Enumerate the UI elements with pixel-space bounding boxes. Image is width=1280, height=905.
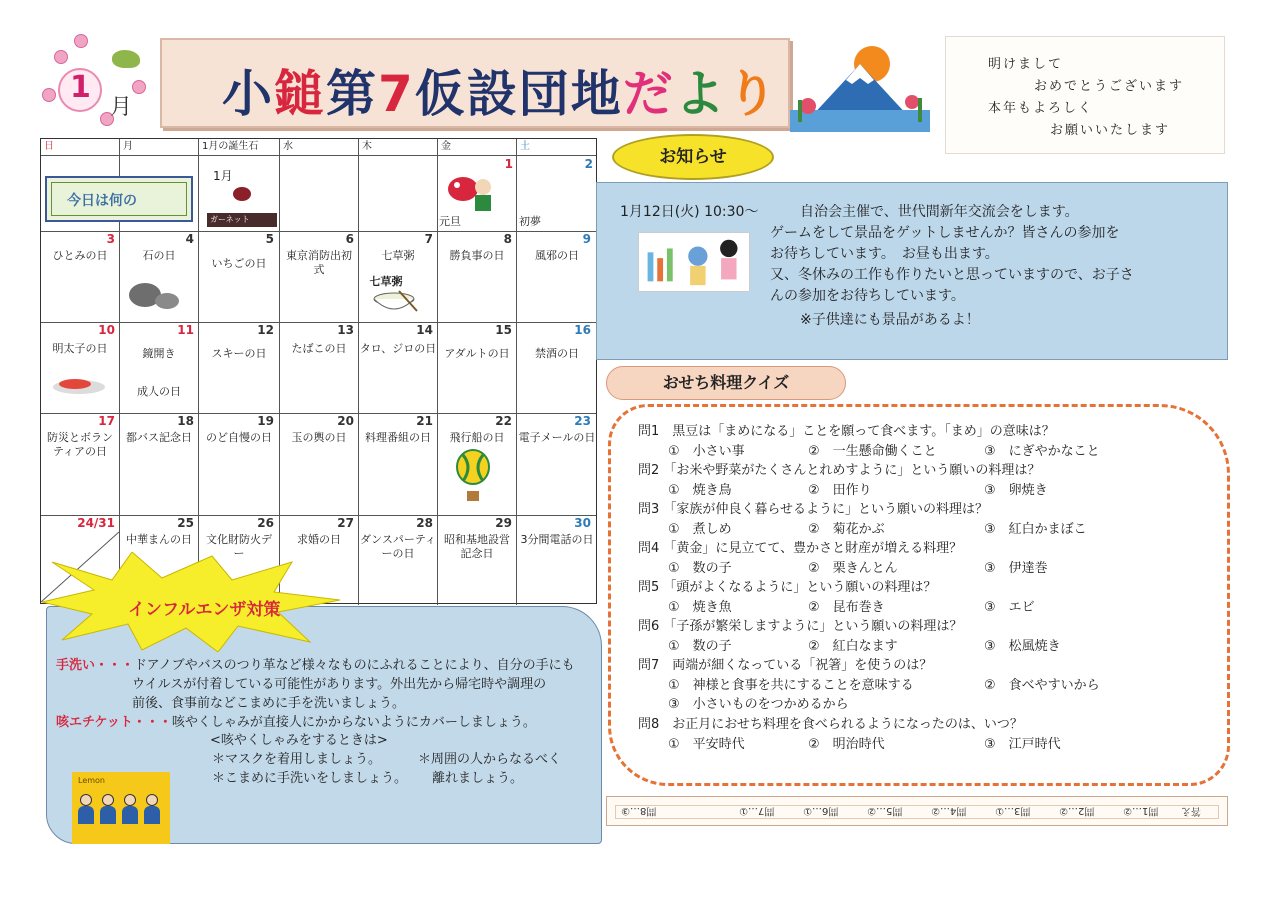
- tip-item: ＊マスクを着用しましょう。: [212, 752, 382, 767]
- quiz-question: 問1 黒豆は「まめになる」ことを願って食べます。「まめ」の意味は？: [638, 424, 1055, 439]
- plum-flower-icon: [54, 50, 68, 64]
- quiz-answer: 問6…①: [803, 805, 839, 816]
- plum-flower-icon: [132, 80, 146, 94]
- plum-flower-icon: [42, 88, 56, 102]
- day-number: 12: [257, 323, 274, 337]
- quiz-option: ① 数の子: [668, 561, 732, 576]
- balloon-icon: [453, 449, 493, 505]
- day-number: 26: [257, 516, 274, 530]
- birthstone-month: 1月: [213, 169, 233, 183]
- calendar-event: いちごの日: [211, 257, 267, 270]
- calendar-event: 中華まんの日: [126, 533, 192, 546]
- title-char: り: [726, 65, 779, 123]
- masked-people-illustration: [72, 772, 170, 844]
- notice-title: お知らせ: [612, 134, 774, 180]
- grid-line: [279, 139, 280, 605]
- grid-line: [198, 139, 199, 605]
- day-number: 15: [495, 323, 512, 337]
- calendar-event: 鏡開き: [142, 347, 176, 360]
- calendar-event: 防災とボランティアの日: [47, 431, 113, 458]
- day-number: 1: [504, 157, 513, 171]
- day-number: 8: [503, 232, 512, 246]
- title-char: 小: [222, 65, 274, 123]
- quiz-option: ③ 小さいものをつかめるから: [668, 697, 849, 712]
- newsletter-title: [222, 54, 779, 126]
- calendar-event: 明太子の日: [52, 342, 108, 355]
- lion-dance-icon: [445, 171, 497, 213]
- quiz-answer: 問4…②: [931, 805, 967, 816]
- calendar-event: 料理番組の日: [365, 431, 431, 444]
- quiz-title: おせち料理クイズ: [606, 366, 846, 400]
- quiz-question: 問6 「子孫が繁栄しますように」という願いの料理は？: [638, 619, 963, 634]
- plum-flower-icon: [74, 34, 88, 48]
- answer-label: 答え: [1181, 805, 1201, 816]
- today-what-day-label: 今日は何の: [67, 193, 137, 209]
- quiz-option: ① 焼き鳥: [668, 483, 732, 498]
- title-char: 第: [326, 65, 378, 123]
- sneeze-label: <咳やくしゃみをするときは>: [210, 733, 388, 748]
- notice-line: お待ちしています。 お昼も出ます。: [770, 246, 999, 262]
- title-char: 団: [518, 65, 571, 123]
- day-number: 20: [337, 414, 354, 428]
- calendar-event: 飛行船の日: [449, 431, 505, 444]
- calendar-grid: [40, 138, 597, 604]
- calendar-event: タロ、ジロの日: [359, 342, 437, 355]
- calendar-event: 玉の輿の日: [291, 431, 347, 444]
- tip-item: 離れましょう。: [432, 771, 524, 786]
- handwash-block: [56, 656, 575, 675]
- title-char: 鎚: [274, 65, 326, 123]
- notice-line: んの参加をお待ちしています。: [770, 288, 965, 304]
- garnet-gem-icon: [233, 187, 251, 201]
- title-char: 設: [466, 65, 519, 123]
- handwash-line: ウイルスが付着している可能性があります。外出先から帰宅時や調理の: [132, 677, 547, 692]
- birthstone-card: [207, 167, 277, 227]
- month-number: 1: [70, 70, 91, 105]
- calendar-event: 文化財防火デー: [206, 533, 272, 560]
- day-number: 2: [584, 157, 593, 171]
- quiz-answer: 問5…②: [867, 805, 903, 816]
- etiquette-lead: 咳エチケット・・・: [56, 715, 172, 730]
- calendar-event: 昭和基地設営記念日: [444, 533, 510, 560]
- calendar-event: 電子メールの日: [518, 431, 596, 444]
- today-what-day-box: [45, 176, 193, 222]
- day-number: 10: [98, 323, 115, 337]
- day-number: 28: [416, 516, 433, 530]
- lemon-label: Lemon: [78, 776, 105, 785]
- quiz-option: ② 紅白なます: [808, 639, 898, 654]
- quiz-option: ① 数の子: [668, 639, 732, 654]
- day-number: 6: [345, 232, 354, 246]
- title-char: 仮: [414, 65, 467, 123]
- day-number: 14: [416, 323, 433, 337]
- quiz-option: ③ エビ: [984, 600, 1035, 615]
- weekday-header: 月: [123, 141, 133, 152]
- title-char: だ: [622, 65, 675, 123]
- greeting-line: 明けまして: [988, 57, 1064, 72]
- month-badge: [40, 28, 160, 128]
- nanakusa-script: 七草粥: [369, 275, 403, 288]
- quiz-option: ② 昆布巻き: [808, 600, 885, 615]
- title-char: 地: [570, 65, 623, 123]
- newsletter-title-box: [160, 38, 790, 128]
- day-number: 24/31: [77, 516, 115, 530]
- calendar-event: 3分間電話の日: [520, 533, 594, 546]
- influenza-title: インフルエンザ対策: [128, 600, 281, 620]
- day-number: 17: [98, 414, 115, 428]
- weekday-header: 木: [362, 141, 372, 152]
- notice-date: 1月12日(火): [620, 204, 700, 220]
- quiz-option: ③ 江戸時代: [984, 737, 1061, 752]
- quiz-option: ② 明治時代: [808, 737, 885, 752]
- quiz-question: 問7 両端が細くなっている「祝箸」を使うのは？: [638, 658, 933, 673]
- quiz-option: ① 焼き魚: [668, 600, 732, 615]
- quiz-answer: 問8…③: [621, 805, 657, 816]
- calendar-event: 元旦: [439, 215, 461, 228]
- day-number: 23: [574, 414, 591, 428]
- notice-line: ※子供達にも景品があるよ！: [800, 312, 980, 328]
- quiz-question: 問8 お正月におせち料理を食べられるようになったのは、いつ？: [638, 717, 1023, 732]
- day-number: 25: [177, 516, 194, 530]
- calendar-event: ひとみの日: [52, 249, 108, 262]
- quiz-question: 問5 「頭がよくなるように」という願いの料理は？: [638, 580, 937, 595]
- quiz-option: ③ 卵焼き: [984, 483, 1048, 498]
- day-number: 29: [495, 516, 512, 530]
- day-number: 22: [495, 414, 512, 428]
- tip-item: ＊こまめに手洗いをしましょう。: [212, 771, 408, 786]
- greeting-line: 本年もよろしく: [988, 101, 1094, 116]
- day-number: 13: [337, 323, 354, 337]
- notice-line: 又、冬休みの工作も作りたいと思っていますので、お子さ: [770, 267, 1134, 283]
- weekday-header: 金: [441, 141, 451, 152]
- title-char: 7: [378, 65, 415, 123]
- weekday-header: 1月の誕生石: [202, 141, 259, 152]
- quiz-option: ② 栗きんとん: [808, 561, 898, 576]
- quiz-option: ② 菊花かぶ: [808, 522, 885, 537]
- quiz-option: ① 神様と食事を共にすることを意味する: [668, 678, 914, 693]
- calendar-event: 七草粥: [381, 249, 415, 262]
- stones-icon: [125, 271, 185, 311]
- calendar-event: たばこの日: [291, 342, 347, 355]
- calendar-event: のど自慢の日: [206, 431, 272, 444]
- calendar-event: 都バス記念日: [126, 431, 192, 444]
- notice-line: 自治会主催で、世代間新年交流会をします。: [800, 204, 1079, 220]
- quiz-answer: 問3…①: [995, 805, 1031, 816]
- quiz-option: ② 一生懸命働くこと: [808, 444, 937, 459]
- etiquette-block: [56, 713, 536, 732]
- tip-item: ＊周囲の人からなるべく: [418, 752, 562, 767]
- quiz-answer-strip: [606, 796, 1228, 826]
- day-number: 19: [257, 414, 274, 428]
- notice-date-line: [620, 202, 758, 223]
- calendar-event: 東京消防出初式: [286, 249, 352, 276]
- quiz-answer: 問7…①: [739, 805, 775, 816]
- bird-icon: [112, 50, 140, 68]
- calendar-event: 勝負事の日: [449, 249, 505, 262]
- quiz-answer: 問2…②: [1059, 805, 1095, 816]
- greeting-line: お願いいたします: [1050, 123, 1171, 138]
- handwash-line: ドアノブやバスのつり革など様々なものにふれることにより、自分の手にも: [134, 658, 575, 673]
- day-number: 5: [265, 232, 274, 246]
- calendar-event: 初夢: [519, 215, 541, 228]
- calendar-event: 風邪の日: [535, 249, 579, 262]
- day-number: 27: [337, 516, 354, 530]
- quiz-question: 問2 「お米や野菜がたくさんとれめすように」という願いの料理は？: [638, 463, 1041, 478]
- grid-line: [516, 139, 517, 605]
- quiz-answer: 問1…②: [1123, 805, 1159, 816]
- quiz-option: ③ にぎやかなこと: [984, 444, 1100, 459]
- calendar-event: ダンスパーティーの日: [360, 533, 436, 560]
- calendar-event: 石の日: [142, 249, 176, 262]
- quiz-option: ② 食べやすいから: [984, 678, 1100, 693]
- quiz-option: ① 煮しめ: [668, 522, 732, 537]
- mentaiko-icon: [51, 373, 107, 395]
- day-number: 18: [177, 414, 194, 428]
- handwash-line: 前後、食事前などこまめに手を洗いましょう。: [132, 696, 406, 711]
- day-number: 3: [106, 232, 115, 246]
- day-number: 16: [574, 323, 591, 337]
- quiz-option: ② 田作り: [808, 483, 872, 498]
- quiz-question: 問3 「家族が仲良く暮らせるように」という願いの料理は？: [638, 502, 989, 517]
- rice-porridge-bowl-icon: [369, 289, 419, 315]
- calendar-event: 成人の日: [137, 385, 181, 398]
- quiz-option: ① 小さい事: [668, 444, 745, 459]
- day-number: 30: [574, 516, 591, 530]
- calendar-event: 求婚の日: [297, 533, 341, 546]
- calendar-event: アダルトの日: [444, 347, 510, 360]
- calendar-event: スキーの日: [211, 347, 267, 360]
- day-number: 11: [177, 323, 194, 337]
- grid-line: [437, 139, 438, 605]
- notice-line: ゲームをして景品をゲットしませんか？皆さんの参加を: [770, 225, 1120, 241]
- new-year-greeting: [945, 36, 1225, 154]
- mount-fuji-icon: [790, 40, 930, 132]
- calendar-header: [41, 139, 596, 155]
- month-label: 月: [110, 95, 133, 120]
- day-number: 7: [424, 232, 433, 246]
- day-number: 4: [185, 232, 194, 246]
- quiz-option: ③ 伊達巻: [984, 561, 1048, 576]
- grid-line: [41, 155, 596, 156]
- birthstone-label: ガーネット: [207, 213, 277, 227]
- title-char: よ: [674, 65, 727, 123]
- weekday-header: 水: [283, 141, 293, 152]
- kids-game-illustration: [638, 232, 750, 292]
- notice-time: 10:30～: [704, 204, 759, 220]
- calendar-event: 禁酒の日: [535, 347, 579, 360]
- day-number: 9: [582, 232, 591, 246]
- quiz-option: ① 平安時代: [668, 737, 745, 752]
- quiz-option: ③ 松風焼き: [984, 639, 1061, 654]
- greeting-line: おめでとうございます: [1034, 79, 1185, 94]
- weekday-header: 日: [44, 141, 54, 152]
- handwash-lead: 手洗い・・・: [56, 658, 135, 673]
- weekday-header: 土: [520, 141, 530, 152]
- quiz-option: ③ 紅白かまぼこ: [984, 522, 1087, 537]
- etiquette-text: 咳やくしゃみが直接人にかからないようにカバーしましょう。: [171, 715, 536, 730]
- day-number: 21: [416, 414, 433, 428]
- quiz-question: 問4 「黄金」に見立てて、豊かさと財産が増える料理？: [638, 541, 963, 556]
